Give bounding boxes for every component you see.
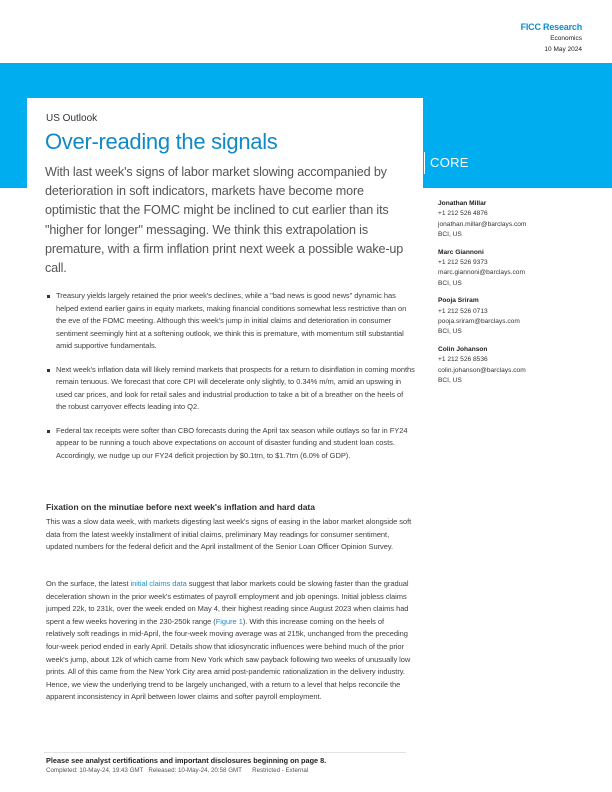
core-tag: CORE — [424, 152, 469, 174]
report-date: 10 May 2024 — [544, 46, 582, 53]
author-card — [438, 296, 598, 338]
author-phone: +1 212 526 9373 — [438, 259, 488, 267]
completed-timestamp: Completed: 10-May-24, 19:43 GMT — [46, 767, 144, 774]
page-title: Over-reading the signals — [45, 129, 278, 154]
author-phone: +1 212 526 0713 — [438, 307, 488, 315]
author-phone: +1 212 526 8536 — [438, 356, 488, 364]
author-entity: BCI, US — [438, 377, 462, 385]
author-entity: BCI, US — [438, 279, 462, 287]
section-heading: Fixation on the minutiae before next week's inflation and hard data — [46, 502, 315, 512]
released-timestamp: Released: 10-May-24, 20:58 GMT — [148, 767, 242, 774]
author-card — [438, 345, 598, 387]
text-run: ). With this increase coming on the heels of relatively soft readings in mid-April, the four-week moving average was at 215k, unchanged from the preceding four-week period ended in early April. Details show that idiosyncratic influences were behind much of the prior week's jump, about 12k of which came from New York which saw payback following two weeks of unusually low prints. All of this came from the New York City area amid post-pandemic rationalization in the delivery industry. Hence, we view the underlying trend to be largely unchanged, with a return to a level that helps reconcile the apparent inconsistency in April between lower claims and softer payroll employment. — [46, 616, 411, 702]
key-point: Next week's inflation data will likely remind markets that prospects for a return to disinflation in coming months remain tenuous. We forecast that core CPI will decelerate only slightly, to 0.34% m/m, amid an upswing in used car prices, and look for retail sales and industrial production to take a bit of a breather on the heels of the robust carryover effects leading into Q2. — [47, 364, 415, 414]
brand-label: FICC Research — [520, 22, 582, 32]
initial-claims-data-link[interactable]: initial claims data — [130, 579, 187, 588]
author-card — [438, 248, 598, 290]
footer-divider — [44, 752, 406, 753]
department-label: Economics — [550, 35, 582, 42]
report-header — [521, 21, 582, 55]
key-point: Federal tax receipts were softer than CBO forecasts during the April tax season while outlays so far in FY24 appear to be running a touch above expectations on account of disaster funding and student loan costs. Accordingly, we nudge up our FY24 deficit projection by $0.1trn, to $1.7trn (6.0% of GDP). — [47, 425, 415, 463]
text-run: suggest that labor markets could be slowing faster than the gradual deceleration shown in the prior week's estimates of payroll employment and job openings. Initial jobless claims jumped 22k, to 231k, over the week ended on May 4, their highest reading since August 2023 when claims had spent a few weeks hovering in the 230-250k range ( — [46, 579, 409, 626]
author-list — [438, 199, 598, 394]
body-paragraph: This was a slow data week, with markets digesting last week's signs of easing in the labor market alongside soft data from the latest weekly installment of initial claims, preliminary May readings for consumer sentiment, updated numbers for the federal deficit and the April installment of the Senior Loan Officer Opinion Survey. — [46, 517, 412, 552]
author-email[interactable]: colin.johanson@barclays.com — [438, 366, 526, 374]
author-name: Jonathan Millar — [438, 200, 487, 207]
report-metadata — [46, 767, 308, 774]
author-card — [438, 199, 598, 241]
classification-label: Restricted - External — [252, 767, 309, 774]
section-label: US Outlook — [46, 113, 98, 124]
key-point: Treasury yields largely retained the prior week's declines, while a "bad news is good news" dynamic has helped extend earlier gains in equity markets, making financial conditions somewhat less restrictive than on the eve of the FOMC meeting. Although this week's jump in initial claims and deterioration in consumer sentiment seemingly hint at a softening outlook, we think this is premature, with momentum still substantial amid supportive fundamentals. — [47, 290, 415, 353]
text-run: On the surface, the latest — [46, 579, 131, 588]
author-entity: BCI, US — [438, 328, 462, 336]
summary-text: With last week's signs of labor market slowing accompanied by deterioration in soft indicators, markets have become more optimistic that the FOMC might be inclined to cut earlier than its "higher for longer" messaging. We think this extrapolation is premature, with a firm inflation print next week a possible wake-up call. — [45, 165, 404, 276]
disclosure-notice: Please see analyst certifications and important disclosures beginning on page 8. — [46, 756, 327, 765]
author-name: Pooja Sriram — [438, 297, 479, 305]
author-email[interactable]: jonathan.millar@barclays.com — [438, 220, 527, 228]
body-paragraph — [46, 578, 414, 704]
key-points-list — [47, 290, 415, 473]
author-entity: BCI, US — [438, 231, 462, 239]
author-name: Marc Giannoni — [438, 248, 484, 256]
author-name: Colin Johanson — [438, 345, 488, 353]
author-email[interactable]: marc.giannoni@barclays.com — [438, 269, 525, 277]
author-phone: +1 212 526 4876 — [438, 210, 488, 218]
figure-1-link[interactable]: Figure 1 — [215, 616, 243, 626]
author-email[interactable]: pooja.sriram@barclays.com — [438, 318, 520, 326]
